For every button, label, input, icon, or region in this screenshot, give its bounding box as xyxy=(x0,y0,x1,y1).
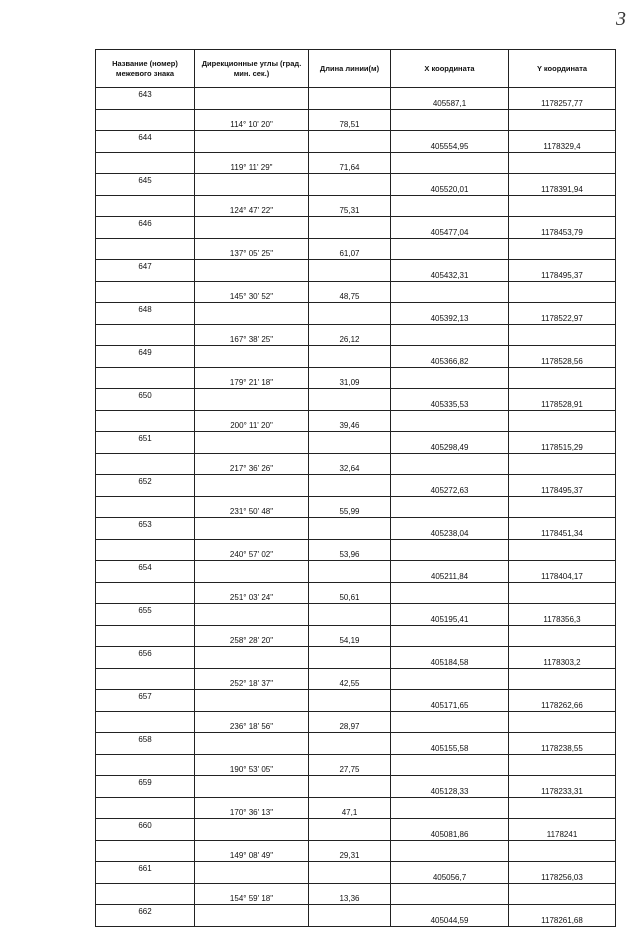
cell-point-name xyxy=(96,153,195,174)
cell-y-coordinate xyxy=(509,153,616,174)
table-row xyxy=(96,303,616,325)
table-row xyxy=(96,497,616,518)
cell-y-coordinate: 1178262,66 xyxy=(509,690,616,712)
cell-point-name xyxy=(96,196,195,217)
cell-y-coordinate xyxy=(509,884,616,905)
table-row xyxy=(96,389,616,411)
cell-line-length xyxy=(309,303,391,325)
cell-line-length: 27,75 xyxy=(309,755,391,776)
cell-y-coordinate: 1178495,37 xyxy=(509,475,616,497)
cell-y-coordinate: 1178515,29 xyxy=(509,432,616,454)
cell-point-name xyxy=(96,325,195,346)
cell-y-coordinate xyxy=(509,540,616,561)
table-row xyxy=(96,196,616,217)
cell-direction-angle xyxy=(195,776,309,798)
cell-direction-angle: 240° 57' 02" xyxy=(195,540,309,561)
table-row xyxy=(96,690,616,712)
cell-x-coordinate: 405520,01 xyxy=(391,174,509,196)
cell-y-coordinate xyxy=(509,669,616,690)
cell-point-name xyxy=(96,282,195,303)
cell-y-coordinate xyxy=(509,239,616,260)
cell-y-coordinate xyxy=(509,454,616,475)
cell-point-name xyxy=(96,841,195,862)
cell-line-length xyxy=(309,905,391,927)
table-row xyxy=(96,260,616,282)
cell-x-coordinate: 405044,59 xyxy=(391,905,509,927)
cell-point-name: 645 xyxy=(96,174,195,196)
cell-y-coordinate: 1178453,79 xyxy=(509,217,616,239)
cell-y-coordinate: 1178329,4 xyxy=(509,131,616,153)
cell-y-coordinate: 1178261,68 xyxy=(509,905,616,927)
cell-line-length xyxy=(309,819,391,841)
cell-direction-angle xyxy=(195,174,309,196)
cell-direction-angle xyxy=(195,389,309,411)
cell-line-length: 54,19 xyxy=(309,626,391,647)
cell-x-coordinate xyxy=(391,712,509,733)
cell-point-name: 644 xyxy=(96,131,195,153)
cell-point-name xyxy=(96,583,195,604)
cell-line-length xyxy=(309,346,391,368)
cell-line-length xyxy=(309,561,391,583)
cell-y-coordinate: 1178391,94 xyxy=(509,174,616,196)
cell-line-length: 28,97 xyxy=(309,712,391,733)
table-row xyxy=(96,669,616,690)
cell-line-length xyxy=(309,647,391,669)
cell-point-name xyxy=(96,884,195,905)
cell-line-length xyxy=(309,862,391,884)
cell-direction-angle xyxy=(195,475,309,497)
cell-y-coordinate: 1178528,56 xyxy=(509,346,616,368)
cell-direction-angle: 119° 11' 29" xyxy=(195,153,309,174)
table-row xyxy=(96,88,616,110)
table-row xyxy=(96,583,616,604)
cell-x-coordinate xyxy=(391,196,509,217)
cell-line-length: 55,99 xyxy=(309,497,391,518)
cell-direction-angle: 179° 21' 18" xyxy=(195,368,309,389)
cell-direction-angle: 124° 47' 22" xyxy=(195,196,309,217)
cell-y-coordinate: 1178356,3 xyxy=(509,604,616,626)
cell-line-length: 61,07 xyxy=(309,239,391,260)
cell-line-length xyxy=(309,260,391,282)
cell-direction-angle: 236° 18' 56" xyxy=(195,712,309,733)
cell-direction-angle: 251° 03' 24" xyxy=(195,583,309,604)
cell-x-coordinate: 405272,63 xyxy=(391,475,509,497)
cell-y-coordinate: 1178256,03 xyxy=(509,862,616,884)
cell-x-coordinate: 405195,41 xyxy=(391,604,509,626)
cell-x-coordinate: 405392,13 xyxy=(391,303,509,325)
cell-direction-angle xyxy=(195,432,309,454)
cell-x-coordinate: 405155,58 xyxy=(391,733,509,755)
table-row xyxy=(96,475,616,497)
cell-point-name: 647 xyxy=(96,260,195,282)
header-y: Y координата xyxy=(509,50,616,88)
cell-x-coordinate xyxy=(391,669,509,690)
table-row xyxy=(96,798,616,819)
cell-direction-angle: 200° 11' 20" xyxy=(195,411,309,432)
cell-direction-angle: 252° 18' 37" xyxy=(195,669,309,690)
table-row xyxy=(96,411,616,432)
cell-y-coordinate xyxy=(509,110,616,131)
header-name: Название (номер) межевого знака xyxy=(96,50,195,88)
cell-line-length: 75,31 xyxy=(309,196,391,217)
cell-point-name: 662 xyxy=(96,905,195,927)
table-row xyxy=(96,884,616,905)
cell-y-coordinate: 1178451,34 xyxy=(509,518,616,540)
cell-point-name: 655 xyxy=(96,604,195,626)
cell-x-coordinate xyxy=(391,454,509,475)
table-row xyxy=(96,153,616,174)
cell-x-coordinate xyxy=(391,368,509,389)
table-row xyxy=(96,776,616,798)
cell-direction-angle xyxy=(195,260,309,282)
cell-line-length xyxy=(309,518,391,540)
table-row xyxy=(96,647,616,669)
cell-x-coordinate xyxy=(391,798,509,819)
cell-point-name: 646 xyxy=(96,217,195,239)
cell-direction-angle xyxy=(195,862,309,884)
cell-y-coordinate xyxy=(509,368,616,389)
cell-line-length xyxy=(309,733,391,755)
cell-direction-angle xyxy=(195,346,309,368)
cell-line-length xyxy=(309,174,391,196)
table-row xyxy=(96,239,616,260)
cell-x-coordinate xyxy=(391,239,509,260)
cell-point-name xyxy=(96,669,195,690)
cell-line-length xyxy=(309,776,391,798)
cell-direction-angle: 137° 05' 25" xyxy=(195,239,309,260)
table-row xyxy=(96,819,616,841)
cell-y-coordinate: 1178404,17 xyxy=(509,561,616,583)
table-row xyxy=(96,540,616,561)
cell-direction-angle: 231° 50' 48" xyxy=(195,497,309,518)
cell-point-name xyxy=(96,239,195,260)
cell-y-coordinate xyxy=(509,282,616,303)
cell-point-name: 658 xyxy=(96,733,195,755)
cell-y-coordinate xyxy=(509,497,616,518)
cell-line-length xyxy=(309,389,391,411)
cell-y-coordinate xyxy=(509,712,616,733)
cell-x-coordinate: 405477,04 xyxy=(391,217,509,239)
cell-direction-angle xyxy=(195,518,309,540)
cell-point-name: 654 xyxy=(96,561,195,583)
cell-x-coordinate xyxy=(391,841,509,862)
cell-line-length: 53,96 xyxy=(309,540,391,561)
cell-x-coordinate: 405056,7 xyxy=(391,862,509,884)
cell-direction-angle: 145° 30' 52" xyxy=(195,282,309,303)
cell-direction-angle: 190° 53' 05" xyxy=(195,755,309,776)
cell-direction-angle xyxy=(195,647,309,669)
cell-line-length: 42,55 xyxy=(309,669,391,690)
cell-direction-angle xyxy=(195,88,309,110)
cell-y-coordinate xyxy=(509,841,616,862)
cell-y-coordinate: 1178233,31 xyxy=(509,776,616,798)
cell-direction-angle: 217° 36' 26" xyxy=(195,454,309,475)
cell-line-length xyxy=(309,88,391,110)
cell-y-coordinate xyxy=(509,755,616,776)
cell-x-coordinate xyxy=(391,411,509,432)
cell-x-coordinate: 405554,95 xyxy=(391,131,509,153)
cell-point-name xyxy=(96,411,195,432)
cell-x-coordinate xyxy=(391,282,509,303)
cell-point-name xyxy=(96,755,195,776)
cell-line-length: 26,12 xyxy=(309,325,391,346)
header-angles: Дирекционные углы (град. мин. сек.) xyxy=(195,50,309,88)
cell-point-name: 656 xyxy=(96,647,195,669)
cell-direction-angle: 167° 38' 25" xyxy=(195,325,309,346)
cell-y-coordinate: 1178238,55 xyxy=(509,733,616,755)
cell-line-length xyxy=(309,217,391,239)
cell-x-coordinate: 405171,65 xyxy=(391,690,509,712)
table-header-row xyxy=(96,50,616,88)
cell-direction-angle xyxy=(195,690,309,712)
table-row xyxy=(96,217,616,239)
cell-x-coordinate xyxy=(391,110,509,131)
cell-line-length: 31,09 xyxy=(309,368,391,389)
cell-direction-angle: 258° 28' 20" xyxy=(195,626,309,647)
cell-line-length xyxy=(309,131,391,153)
cell-x-coordinate xyxy=(391,153,509,174)
cell-point-name xyxy=(96,626,195,647)
header-x: X координата xyxy=(391,50,509,88)
table-row xyxy=(96,454,616,475)
cell-point-name: 652 xyxy=(96,475,195,497)
cell-x-coordinate xyxy=(391,325,509,346)
cell-x-coordinate: 405081,86 xyxy=(391,819,509,841)
cell-direction-angle: 114° 10' 20" xyxy=(195,110,309,131)
table-row xyxy=(96,131,616,153)
cell-y-coordinate: 1178495,37 xyxy=(509,260,616,282)
cell-line-length xyxy=(309,690,391,712)
page-number: 3 xyxy=(616,8,626,30)
cell-x-coordinate: 405238,04 xyxy=(391,518,509,540)
cell-x-coordinate xyxy=(391,540,509,561)
cell-x-coordinate xyxy=(391,626,509,647)
cell-point-name xyxy=(96,454,195,475)
cell-y-coordinate xyxy=(509,411,616,432)
cell-point-name xyxy=(96,712,195,733)
cell-line-length: 48,75 xyxy=(309,282,391,303)
cell-point-name: 648 xyxy=(96,303,195,325)
cell-x-coordinate: 405587,1 xyxy=(391,88,509,110)
cell-point-name: 653 xyxy=(96,518,195,540)
cell-line-length: 32,64 xyxy=(309,454,391,475)
cell-point-name xyxy=(96,497,195,518)
cell-point-name: 651 xyxy=(96,432,195,454)
cell-y-coordinate xyxy=(509,325,616,346)
table-row xyxy=(96,733,616,755)
table-row xyxy=(96,626,616,647)
cell-point-name xyxy=(96,110,195,131)
cell-direction-angle xyxy=(195,131,309,153)
cell-x-coordinate: 405211,84 xyxy=(391,561,509,583)
table-row xyxy=(96,346,616,368)
cell-point-name xyxy=(96,798,195,819)
cell-line-length: 29,31 xyxy=(309,841,391,862)
cell-line-length xyxy=(309,432,391,454)
cell-x-coordinate xyxy=(391,755,509,776)
cell-y-coordinate xyxy=(509,626,616,647)
cell-point-name: 643 xyxy=(96,88,195,110)
table-row xyxy=(96,561,616,583)
table-row xyxy=(96,325,616,346)
cell-x-coordinate xyxy=(391,884,509,905)
table-row xyxy=(96,110,616,131)
cell-y-coordinate: 1178522,97 xyxy=(509,303,616,325)
cell-y-coordinate: 1178528,91 xyxy=(509,389,616,411)
cell-direction-angle: 170° 36' 13" xyxy=(195,798,309,819)
table-row xyxy=(96,174,616,196)
cell-x-coordinate xyxy=(391,583,509,604)
table-row xyxy=(96,712,616,733)
cell-point-name: 660 xyxy=(96,819,195,841)
cell-point-name xyxy=(96,368,195,389)
cell-x-coordinate: 405432,31 xyxy=(391,260,509,282)
table-body xyxy=(96,88,616,927)
cell-point-name xyxy=(96,540,195,561)
table-row xyxy=(96,604,616,626)
cell-line-length xyxy=(309,604,391,626)
cell-direction-angle xyxy=(195,733,309,755)
cell-direction-angle xyxy=(195,604,309,626)
cell-point-name: 649 xyxy=(96,346,195,368)
cell-point-name: 650 xyxy=(96,389,195,411)
boundary-coordinates-table xyxy=(95,49,616,927)
cell-y-coordinate xyxy=(509,798,616,819)
cell-y-coordinate xyxy=(509,583,616,604)
cell-direction-angle xyxy=(195,905,309,927)
cell-x-coordinate: 405366,82 xyxy=(391,346,509,368)
cell-direction-angle xyxy=(195,303,309,325)
table-row xyxy=(96,432,616,454)
cell-point-name: 661 xyxy=(96,862,195,884)
cell-direction-angle xyxy=(195,561,309,583)
cell-direction-angle xyxy=(195,819,309,841)
cell-y-coordinate: 1178303,2 xyxy=(509,647,616,669)
cell-line-length: 39,46 xyxy=(309,411,391,432)
table-row xyxy=(96,755,616,776)
cell-line-length: 13,36 xyxy=(309,884,391,905)
cell-x-coordinate: 405335,53 xyxy=(391,389,509,411)
cell-y-coordinate: 1178257,77 xyxy=(509,88,616,110)
cell-x-coordinate: 405298,49 xyxy=(391,432,509,454)
cell-line-length: 71,64 xyxy=(309,153,391,174)
table-row xyxy=(96,905,616,927)
cell-direction-angle xyxy=(195,217,309,239)
cell-x-coordinate xyxy=(391,497,509,518)
table-row xyxy=(96,368,616,389)
cell-x-coordinate: 405128,33 xyxy=(391,776,509,798)
header-length: Длина линии(м) xyxy=(309,50,391,88)
cell-line-length: 50,61 xyxy=(309,583,391,604)
table-row xyxy=(96,862,616,884)
cell-direction-angle: 154° 59' 18" xyxy=(195,884,309,905)
table-row xyxy=(96,841,616,862)
cell-point-name: 657 xyxy=(96,690,195,712)
cell-point-name: 659 xyxy=(96,776,195,798)
table-row xyxy=(96,518,616,540)
cell-line-length: 47,1 xyxy=(309,798,391,819)
cell-y-coordinate: 1178241 xyxy=(509,819,616,841)
cell-direction-angle: 149° 08' 49" xyxy=(195,841,309,862)
cell-line-length xyxy=(309,475,391,497)
table-row xyxy=(96,282,616,303)
cell-y-coordinate xyxy=(509,196,616,217)
cell-x-coordinate: 405184,58 xyxy=(391,647,509,669)
cell-line-length: 78,51 xyxy=(309,110,391,131)
